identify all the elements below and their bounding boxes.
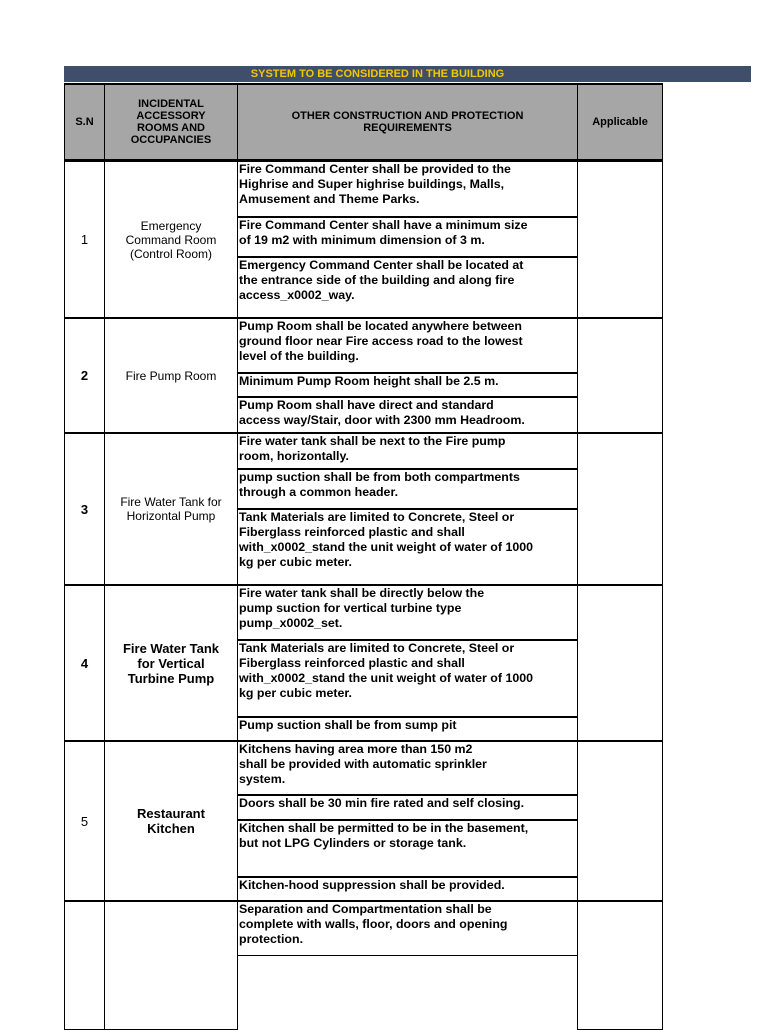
occupancy-label: Fire Water Tank for Horizontal Pump <box>120 495 222 523</box>
requirement-cell: Pump Room shall be located anywhere between ground floor near Fire access road to the lowest level of the building. <box>237 318 578 373</box>
header-incidental-rooms <box>104 83 238 161</box>
occupancy-label: Restaurant Kitchen <box>137 806 205 836</box>
requirement-cell: Fire water tank shall be directly below the pump suction for vertical turbine type pump_x0002_set. <box>237 585 578 640</box>
requirement-cell: Fire Command Center shall have a minimum size of 19 m2 with minimum dimension of 3 m. <box>237 217 578 257</box>
occupancy-cell <box>104 901 238 1030</box>
table-title-bar <box>64 66 751 82</box>
serial-number-cell: 2 <box>64 318 105 433</box>
occupancy-cell <box>104 318 238 433</box>
requirement-cell: Tank Materials are limited to Concrete, Steel or Fiberglass reinforced plastic and shall with_x0002_stand the unit weight of water of 1000 kg per cubic meter. <box>237 640 578 717</box>
requirement-cell: Minimum Pump Room height shall be 2.5 m. <box>237 373 578 397</box>
requirement-cell: Separation and Compartmentation shall be complete with walls, floor, doors and opening protection. <box>237 901 578 956</box>
serial-number-cell <box>64 901 105 1030</box>
occupancy-label: Fire Water Tank for Vertical Turbine Pump <box>122 640 220 686</box>
applicable-cell[interactable] <box>577 433 663 585</box>
requirement-cell: Doors shall be 30 min fire rated and self closing. <box>237 795 578 820</box>
occupancy-cell <box>104 585 238 741</box>
requirement-cell: Pump Room shall have direct and standard access way/Stair, door with 2300 mm Headroom. <box>237 397 578 433</box>
requirement-cell: Pump suction shall be from sump pit <box>237 717 578 741</box>
requirement-cell: Tank Materials are limited to Concrete, Steel or Fiberglass reinforced plastic and shall with_x0002_stand the unit weight of water of 1000 kg per cubic meter. <box>237 509 578 585</box>
occupancy-cell <box>104 161 238 318</box>
applicable-cell[interactable] <box>577 741 663 901</box>
applicable-cell[interactable] <box>577 585 663 741</box>
serial-number-cell: 5 <box>64 741 105 901</box>
occupancy-cell <box>104 433 238 585</box>
table-title: SYSTEM TO BE CONSIDERED IN THE BUILDING <box>250 68 505 80</box>
requirement-cell: Kitchen-hood suppression shall be provided. <box>237 877 578 901</box>
applicable-cell[interactable] <box>577 318 663 433</box>
header-sn: S.N <box>64 83 105 161</box>
requirement-cell: pump suction shall be from both compartments through a common header. <box>237 469 578 509</box>
requirement-cell: Kitchens having area more than 150 m2 shall be provided with automatic sprinkler system. <box>237 741 578 795</box>
applicable-cell[interactable] <box>577 901 663 1030</box>
occupancy-label: Fire Pump Room <box>125 368 217 383</box>
requirement-cell: Emergency Command Center shall be located at the entrance side of the building and along fire access_x0002_way. <box>237 257 578 318</box>
occupancy-label: Emergency Command Room (Control Room) <box>125 218 217 261</box>
header-applicable: Applicable <box>577 83 663 161</box>
requirement-cell: Kitchen shall be permitted to be in the basement, but not LPG Cylinders or storage tank. <box>237 820 578 877</box>
header-incidental-label: INCIDENTAL ACCESSORY ROOMS AND OCCUPANCIES <box>130 98 212 146</box>
serial-number-cell: 3 <box>64 433 105 585</box>
serial-number-cell: 4 <box>64 585 105 741</box>
header-other-requirements <box>237 83 578 161</box>
occupancy-cell <box>104 741 238 901</box>
serial-number-cell: 1 <box>64 161 105 318</box>
requirement-cell: Fire water tank shall be next to the Fire pump room, horizontally. <box>237 433 578 469</box>
requirement-cell: Fire Command Center shall be provided to the Highrise and Super highrise buildings, Malls, Amusement and Theme Parks. <box>237 161 578 217</box>
header-other-label: OTHER CONSTRUCTION AND PROTECTION REQUIREMENTS <box>291 110 524 134</box>
applicable-cell[interactable] <box>577 161 663 318</box>
